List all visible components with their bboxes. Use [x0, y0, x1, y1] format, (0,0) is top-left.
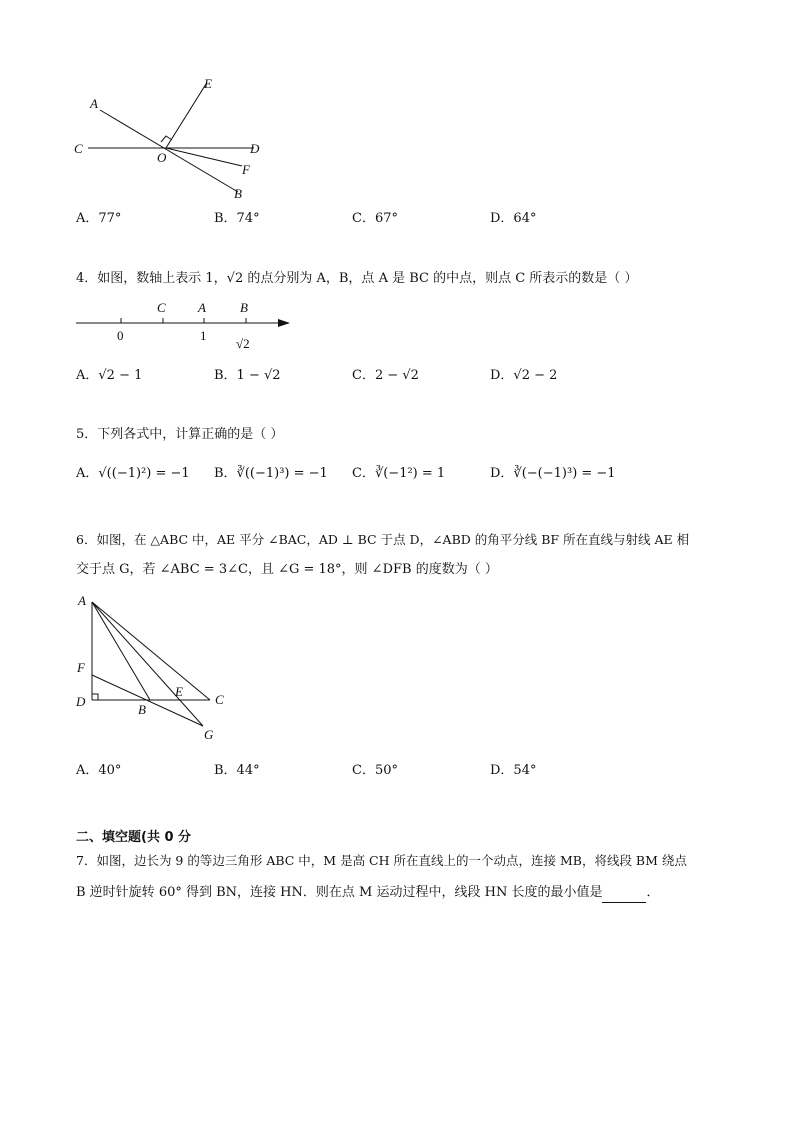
q7-text-line1: 7．如图，边长为 9 的等边三角形 ABC 中，M 是高 CH 所在直线上的一个动点，连接 MB，将线段 BM 绕点: [76, 853, 687, 868]
q3-option-a[interactable]: A．77°: [76, 211, 122, 226]
line-ab: [100, 110, 238, 192]
q7-text-line2: [76, 883, 726, 903]
q4-option-d[interactable]: D．√2 − 2: [490, 368, 558, 383]
q3-options: [76, 207, 756, 227]
figure-q6-triangle: [70, 590, 240, 745]
segment-ac: [92, 602, 210, 700]
tick-label-0: 0: [117, 328, 124, 343]
q5-option-a[interactable]: A．√((−1)²) = −1: [76, 466, 190, 481]
tick-label-1: 1: [200, 328, 207, 343]
ray-ag: [92, 602, 203, 726]
label-a: A: [78, 593, 86, 608]
point-label-a: A: [198, 300, 206, 315]
ray-of: [166, 148, 242, 166]
label-d: D: [76, 694, 86, 709]
label-c: C: [215, 692, 224, 707]
label-b: B: [234, 186, 242, 201]
q6-text-line1: 6．如图，在 △ABC 中，AE 平分 ∠BAC，AD ⊥ BC 于点 D，∠ABD 的角平分线 BF 所在直线与射线 AE 相: [76, 532, 690, 547]
ray-oe: [166, 84, 206, 148]
figure-q3-angles: [70, 70, 280, 205]
q4-text: 4．如图，数轴上表示 1，√2 的点分别为 A，B，点 A 是 BC 的中点，则点 C 所表示的数是（ ）: [76, 271, 638, 286]
q7-text-end: ．: [646, 885, 660, 900]
q6-option-c[interactable]: C．50°: [352, 763, 398, 778]
answer-blank[interactable]: [602, 888, 646, 903]
q7-text-line2-body: B 逆时针旋转 60° 得到 BN，连接 HN．则在点 M 运动过程中，线段 HN 长度的最小值是: [76, 885, 603, 900]
section-heading-fill-in: 二、填空题(共 0 分: [76, 830, 192, 845]
q4-option-c[interactable]: C．2 − √2: [352, 368, 419, 383]
q6-option-b[interactable]: B．44°: [214, 763, 260, 778]
label-f: F: [77, 660, 85, 675]
tick-label-sqrt2: √2: [236, 336, 250, 351]
right-angle-mark: [92, 694, 98, 700]
point-label-b: B: [240, 300, 248, 315]
figure-q4-number-line: [70, 296, 300, 354]
q6-text-line2: 交于点 G，若 ∠ABC = 3∠C，且 ∠G = 18°，则 ∠DFB 的度数为（ ）: [76, 562, 498, 577]
q5-text: 5．下列各式中，计算正确的是（ ）: [76, 427, 284, 442]
label-b: B: [138, 702, 146, 717]
q6-option-a[interactable]: A．40°: [76, 763, 122, 778]
segment-ab: [92, 602, 150, 700]
number-line-arrow: [278, 319, 290, 327]
q3-option-b[interactable]: B．74°: [214, 211, 260, 226]
label-o: O: [157, 150, 167, 165]
q3-option-c[interactable]: C．67°: [352, 211, 398, 226]
q5-option-c[interactable]: C．∛(−1²) = 1: [352, 466, 446, 481]
label-e: E: [204, 76, 212, 91]
q4-option-a[interactable]: A．√2 − 1: [76, 368, 143, 383]
label-d: D: [250, 141, 260, 156]
label-c: C: [74, 141, 83, 156]
label-a: A: [90, 96, 98, 111]
point-label-c: C: [157, 300, 166, 315]
q4-option-b[interactable]: B．1 − √2: [214, 368, 281, 383]
label-g: G: [204, 727, 214, 742]
label-e: E: [175, 684, 183, 699]
q5-option-d[interactable]: D．∛(−(−1)³) = −1: [490, 466, 616, 481]
q6-options: [76, 759, 756, 779]
q3-option-d[interactable]: D．64°: [490, 211, 537, 226]
q4-options: [76, 364, 756, 384]
label-f: F: [242, 162, 250, 177]
q5-options: [76, 462, 756, 482]
q5-option-b[interactable]: B．∛((−1)³) = −1: [214, 466, 328, 481]
q6-option-d[interactable]: D．54°: [490, 763, 537, 778]
